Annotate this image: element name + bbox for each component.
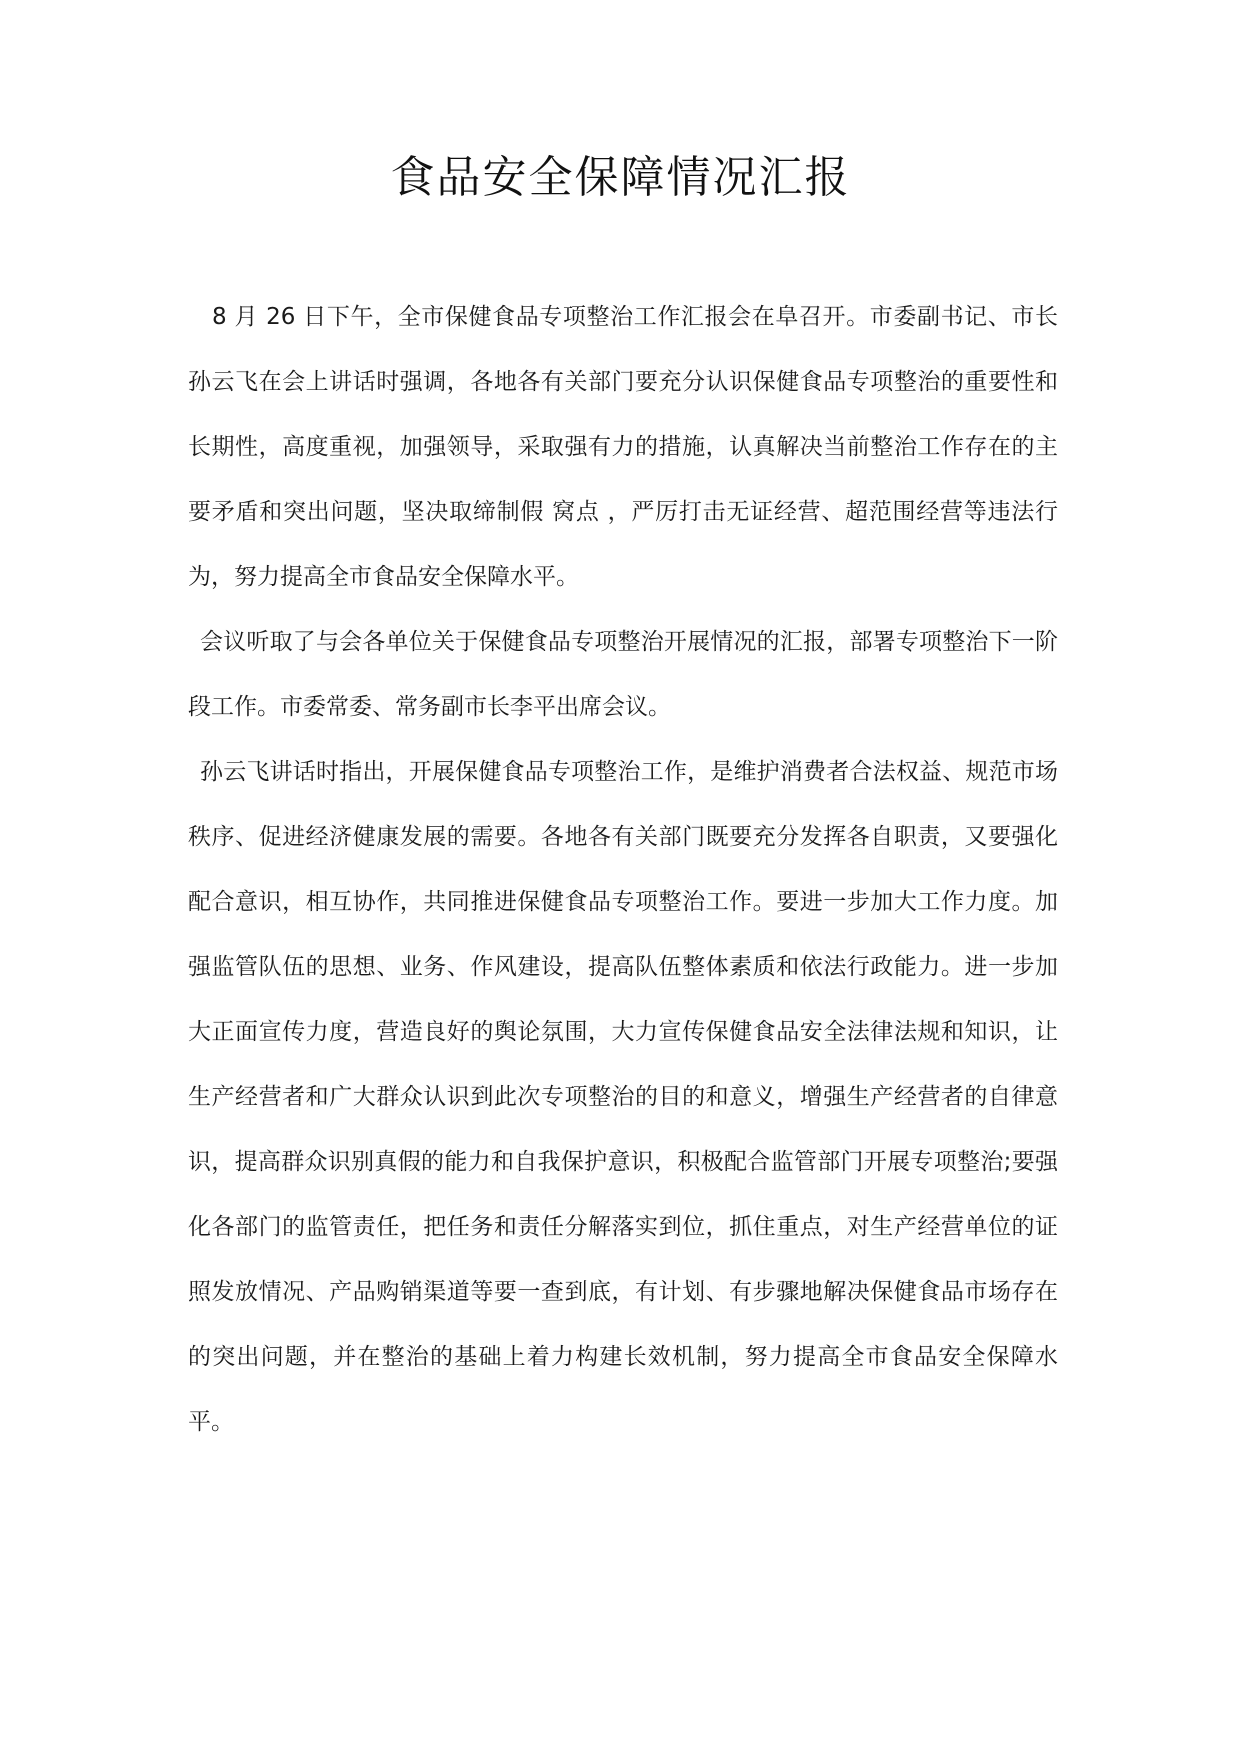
paragraph-meeting-agenda: 会议听取了与会各单位关于保健食品专项整治开展情况的汇报，部署专项整治下一阶段工作。市委常委、常务副市长李平出席会议。 (188, 629, 1058, 720)
paragraph-meeting-summary: 8 月 26 日下午，全市保健食品专项整治工作汇报会在阜召开。市委副书记、市长孙云飞在会上讲话时强调，各地各有关部门要充分认识保健食品专项整治的重要性和长期性，高度重视，加强领导，采取强有力的措施，认真解决当前整治工作存在的主要矛盾和突出问题，坚决取缔制假 窝点 ，严厉打击无证经营、超范围经营等违法行为，努力提高全市食品安全保障水平。 (188, 304, 1058, 590)
document-title: 食品安全保障情况汇报 (390, 152, 851, 203)
paragraph-speech-points: 孙云飞讲话时指出，开展保健食品专项整治工作，是维护消费者合法权益、规范市场秩序、促进经济健康发展的需要。各地各有关部门既要充分发挥各自职责，又要强化配合意识，相互协作，共同推进保健食品专项整治工作。要进一步加大工作力度。加强监管队伍的思想、业务、作风建设，提高队伍整体素质和依法行政能力。进一步加大正面宣传力度，营造良好的舆论氛围，大力宣传保健食品安全法律法规和知识，让生产经营者和广大群众认识到此次专项整治的目的和意义，增强生产经营者的自律意识，提高群众识别真假的能力和自我保护意识，积极配合监管部门开展专项整治;要强化各部门的监管责任，把任务和责任分解落实到位，抓住重点，对生产经营单位的证照发放情况、产品购销渠道等要一查到底，有计划、有步骤地解决保健食品市场存在的突出问题，并在整治的基础上着力构建长效机制，努力提高全市食品安全保障水平。 (188, 759, 1058, 1435)
document-body (188, 285, 1058, 1455)
